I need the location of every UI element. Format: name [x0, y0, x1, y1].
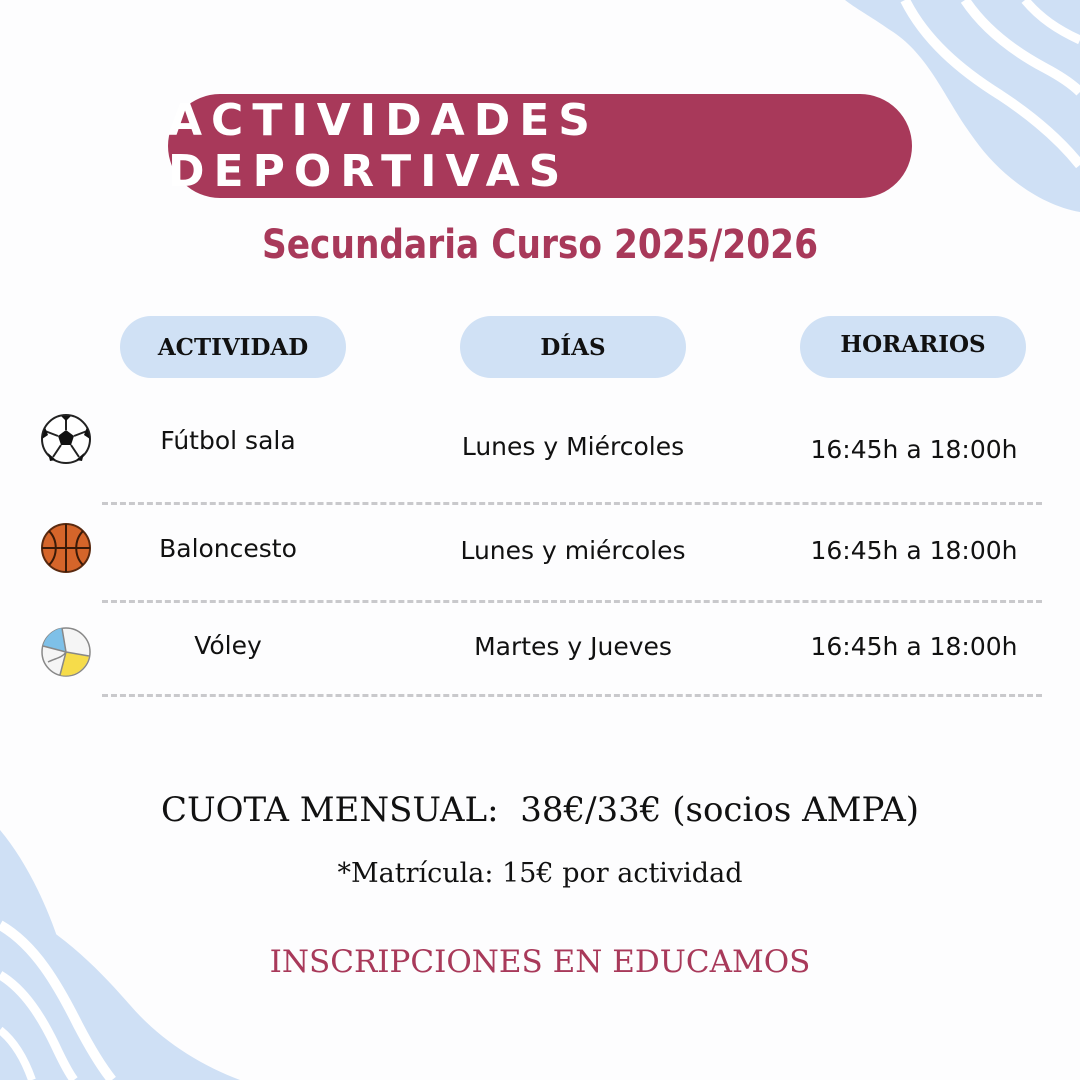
- row-1-dias: Lunes y Miércoles: [461, 432, 685, 461]
- row-1-horario: 16:45h a 18:00h: [810, 435, 1018, 464]
- header-actividad-label: ACTIVIDAD: [157, 333, 309, 361]
- basketball-icon: [40, 522, 92, 574]
- header-actividad: [120, 316, 346, 378]
- header-horarios: [800, 316, 1026, 378]
- page-title: ACTIVIDADES DEPORTIVAS: [168, 95, 599, 197]
- volleyball-icon: [40, 626, 92, 678]
- header-dias: [460, 316, 686, 378]
- enrollment-fee-note: *Matrícula: 15€ por actividad: [337, 858, 743, 889]
- row-divider: [102, 600, 1042, 603]
- row-2-dias: Lunes y miércoles: [460, 536, 686, 565]
- page-subtitle: Secundaria Curso 2025/2026: [261, 222, 819, 268]
- row-divider: [102, 694, 1042, 697]
- title-banner: [168, 94, 912, 198]
- row-1-actividad: Fútbol sala: [160, 426, 296, 455]
- header-horarios-label: HORARIOS: [840, 330, 986, 358]
- row-2-actividad: Baloncesto: [159, 534, 297, 563]
- row-3-dias: Martes y Jueves: [474, 632, 672, 661]
- registration-cta: INSCRIPCIONES EN EDUCAMOS: [269, 944, 811, 980]
- row-2-horario: 16:45h a 18:00h: [810, 536, 1018, 565]
- row-divider: [102, 502, 1042, 505]
- header-dias-label: DÍAS: [540, 333, 606, 361]
- row-3-actividad: Vóley: [194, 631, 262, 660]
- row-3-horario: 16:45h a 18:00h: [810, 632, 1018, 661]
- soccer-ball-icon: [40, 413, 92, 465]
- monthly-fee: CUOTA MENSUAL: 38€/33€ (socios AMPA): [160, 790, 920, 830]
